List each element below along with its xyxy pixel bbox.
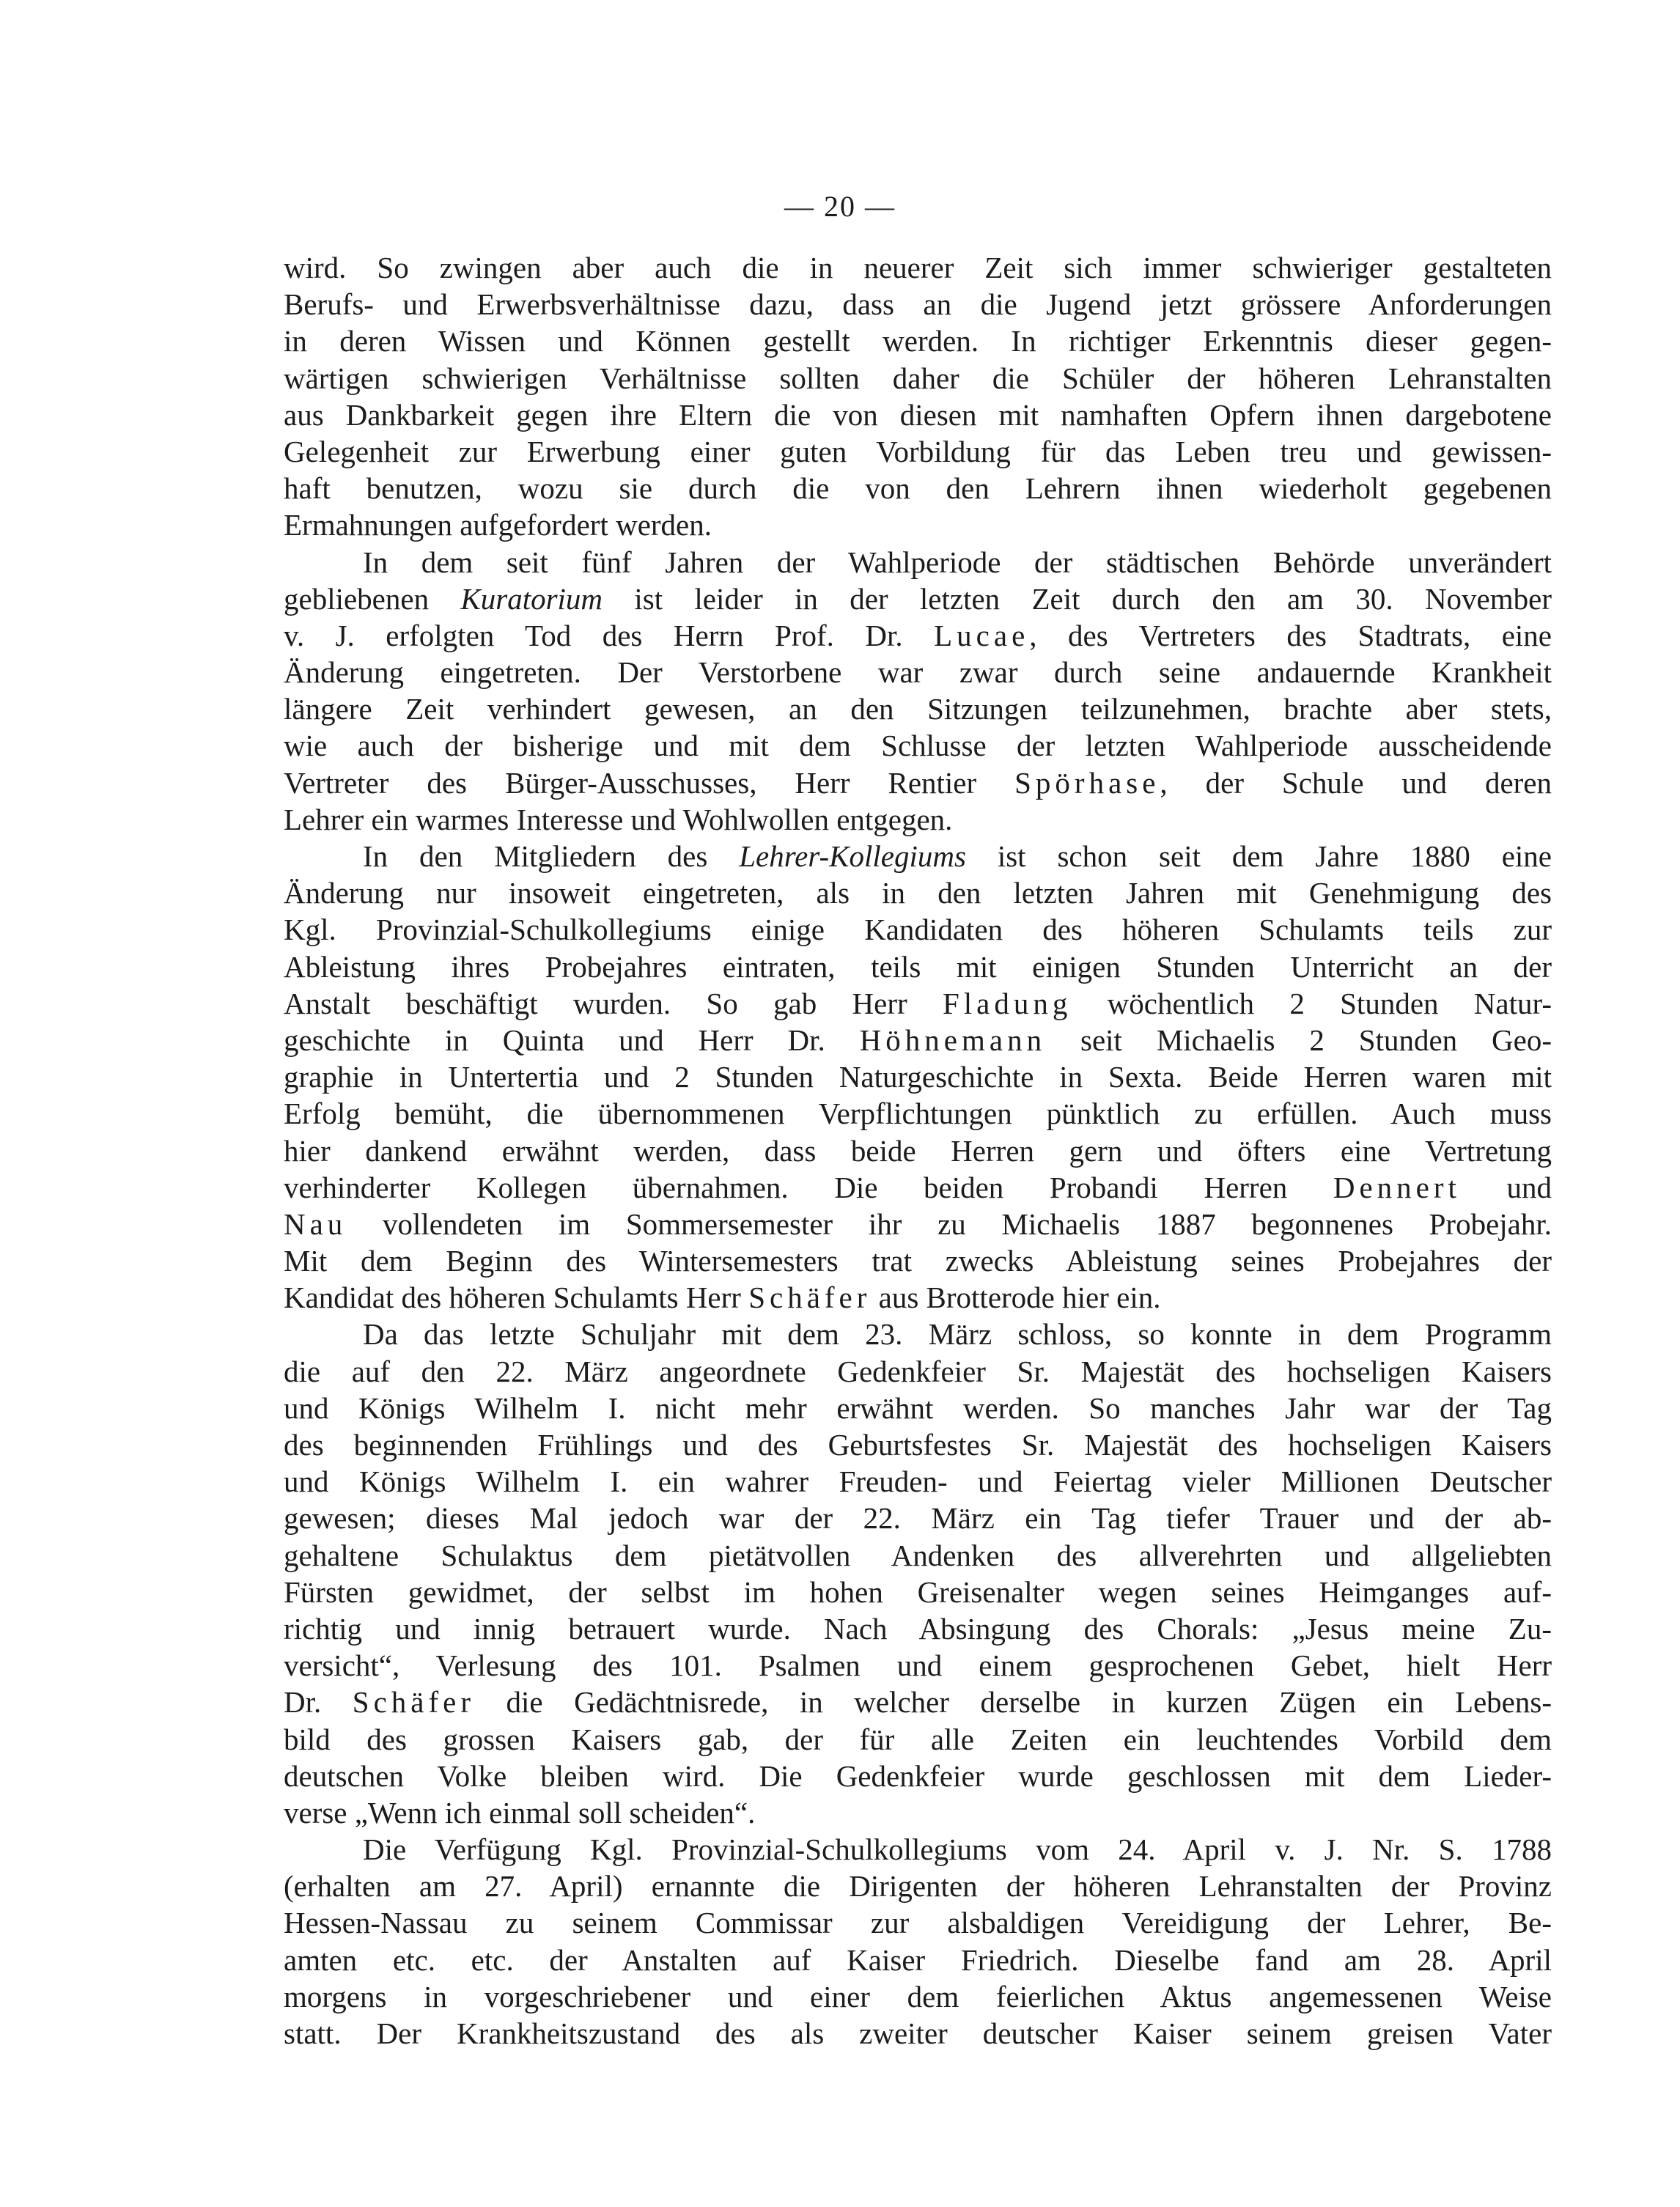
text-line: verse „Wenn ich einmal soll scheiden“.	[284, 1795, 756, 1830]
text-line: Nau vollendeten im Sommersemester ihr zu Michaelis 1887 begonnenes Probejahr.	[284, 1206, 1552, 1241]
text-line: Vertreter des Bürger-Ausschusses, Herr Rentier Spörhase, der Schule und deren	[284, 765, 1552, 800]
text-line: wie auch der bisherige und mit dem Schlusse der letzten Wahlperiode ausscheidende	[284, 729, 1552, 763]
spaced-name: Spörhase	[1014, 765, 1160, 800]
text-line: v. J. erfolgten Tod des Herrn Prof. Dr. Lucae, des Vertreters des Stadtrats, eine	[284, 618, 1552, 652]
text-line: in deren Wissen und Können gestellt werden. In richtiger Erkenntnis dieser gegen-	[284, 324, 1552, 358]
text-line: Mit dem Beginn des Wintersemesters trat zwecks Ableistung seines Probejahres der	[284, 1244, 1552, 1278]
text-line: bild des grossen Kaisers gab, der für alle Zeiten ein leuchtendes Vorbild dem	[284, 1722, 1552, 1756]
text-line: Dr. Schäfer die Gedächtnisrede, in welcher derselbe in kurzen Zügen ein Lebens-	[284, 1685, 1552, 1720]
text-line: Hessen-Nassau zu seinem Commissar zur alsbaldigen Vereidigung der Lehrer, Be-	[284, 1906, 1552, 1940]
text-line: wärtigen schwierigen Verhältnisse sollten daher die Schüler der höheren Lehranstalten	[284, 361, 1552, 395]
text-line: morgens in vorgeschriebener und einer dem feierlichen Aktus angemessenen Weise	[284, 1979, 1552, 2013]
text-line: aus Dankbarkeit gegen ihre Eltern die von diesen mit namhaften Opfern ihnen dargebotene	[284, 397, 1552, 432]
text-line: Änderung nur insoweit eingetreten, als in den letzten Jahren mit Genehmigung des	[284, 876, 1552, 910]
text-line: und Königs Wilhelm I. ein wahrer Freuden- und Feiertag vieler Millionen Deutscher	[284, 1464, 1552, 1499]
text-line: Ableistung ihres Probejahres eintraten, teils mit einigen Stunden Unterricht an der	[284, 949, 1552, 984]
text-line: geschichte in Quinta und Herr Dr. Höhnemann seit Michaelis 2 Stunden Geo-	[284, 1023, 1552, 1057]
text-line: Berufs- und Erwerbsverhältnisse dazu, dass an die Jugend jetzt grössere Anforderungen	[284, 287, 1552, 322]
text-line: (erhalten am 27. April) ernannte die Dirigenten der höheren Lehranstalten der Provinz	[284, 1869, 1552, 1904]
spaced-name: Dennert	[1333, 1170, 1461, 1204]
text-line: Gelegenheit zur Erwerbung einer guten Vorbildung für das Leben treu und gewissen-	[284, 434, 1552, 468]
text-line: In den Mitgliedern des Lehrer-Kollegiums ist schon seit dem Jahre 1880 eine	[363, 839, 1552, 873]
text-line: amten etc. etc. der Anstalten auf Kaiser Friedrich. Dieselbe fand am 28. April	[284, 1942, 1552, 1977]
text-line: richtig und innig betrauert wurde. Nach Absingung des Chorals: „Jesus meine Zu-	[284, 1611, 1552, 1646]
text-line: haft benutzen, wozu sie durch die von den Lehrern ihnen wiederholt gegebenen	[284, 471, 1552, 506]
text-line: Änderung eingetreten. Der Verstorbene war zwar durch seine andauernde Krankheit	[284, 655, 1552, 690]
text-line: In dem seit fünf Jahren der Wahlperiode der städtischen Behörde unverändert	[363, 545, 1552, 579]
text-line: statt. Der Krankheitszustand des als zweiter deutscher Kaiser seinem greisen Vater	[284, 2016, 1552, 2050]
text-line: Lehrer ein warmes Interesse und Wohlwollen entgegen.	[284, 802, 953, 836]
text-line: Erfolg bemüht, die übernommenen Verpflichtungen pünktlich zu erfüllen. Auch muss	[284, 1097, 1552, 1131]
text-line: wird. So zwingen aber auch die in neuerer Zeit sich immer schwieriger gestalteten	[284, 251, 1552, 284]
page-number: — 20 —	[784, 190, 896, 223]
spaced-name: Lucae	[934, 618, 1030, 652]
spaced-name: Schäfer	[352, 1685, 475, 1720]
emphasis: Kuratorium	[460, 581, 603, 616]
text-line: Fürsten gewidmet, der selbst im hohen Greisenalter wegen seines Heimganges auf-	[284, 1574, 1552, 1609]
spaced-name: Nau	[284, 1206, 347, 1241]
text-line: Anstalt beschäftigt wurden. So gab Herr Fladung wöchentlich 2 Stunden Natur-	[284, 986, 1552, 1020]
text-line: versicht“, Verlesung des 101. Psalmen und einem gesprochenen Gebet, hielt Herr	[284, 1648, 1552, 1683]
text-line: gehaltene Schulaktus dem pietätvollen Andenken des allverehrten und allgeliebten	[284, 1538, 1552, 1572]
text-line: deutschen Volke bleiben wird. Die Gedenkfeier wurde geschlossen mit dem Lieder-	[284, 1758, 1552, 1793]
text-line: Kgl. Provinzial-Schulkollegiums einige Kandidaten des höheren Schulamts teils zur	[284, 913, 1552, 947]
text-line: hier dankend erwähnt werden, dass beide Herren gern und öfters eine Vertretung	[284, 1133, 1552, 1168]
text-line: längere Zeit verhindert gewesen, an den Sitzungen teilzunehmen, brachte aber stets,	[284, 692, 1552, 726]
text-line: Da das letzte Schuljahr mit dem 23. März schloss, so konnte in dem Programm	[363, 1317, 1552, 1352]
spaced-name: Fladung	[942, 986, 1072, 1020]
text-line: verhinderter Kollegen übernahmen. Die beiden Probandi Herren Dennert und	[284, 1170, 1552, 1204]
emphasis: Lehrer-Kollegiums	[739, 839, 966, 873]
text-line: die auf den 22. März angeordnete Gedenkfeier Sr. Majestät des hochseligen Kaisers	[284, 1354, 1552, 1388]
body-text	[284, 249, 1552, 2052]
text-line: gewesen; dieses Mal jedoch war der 22. März ein Tag tiefer Trauer und der ab-	[284, 1501, 1552, 1536]
spaced-name: Höhnemann	[859, 1023, 1047, 1057]
text-line: Kandidat des höheren Schulamts Herr Schäfer aus Brotterode hier ein.	[284, 1281, 1161, 1315]
text-line: und Königs Wilhelm I. nicht mehr erwähnt werden. So manches Jahr war der Tag	[284, 1390, 1552, 1425]
text-line: Ermahnungen aufgefordert werden.	[284, 508, 712, 542]
text-line: Die Verfügung Kgl. Provinzial-Schulkollegiums vom 24. April v. J. Nr. S. 1788	[363, 1832, 1552, 1867]
text-line: gebliebenen Kuratorium ist leider in der letzten Zeit durch den am 30. November	[284, 581, 1552, 616]
text-line: des beginnenden Frühlings und des Geburtsfestes Sr. Majestät des hochseligen Kaisers	[284, 1428, 1552, 1462]
text-line: graphie in Untertertia und 2 Stunden Naturgeschichte in Sexta. Beide Herren waren mit	[284, 1060, 1552, 1094]
spaced-name: Schäfer	[748, 1281, 872, 1315]
